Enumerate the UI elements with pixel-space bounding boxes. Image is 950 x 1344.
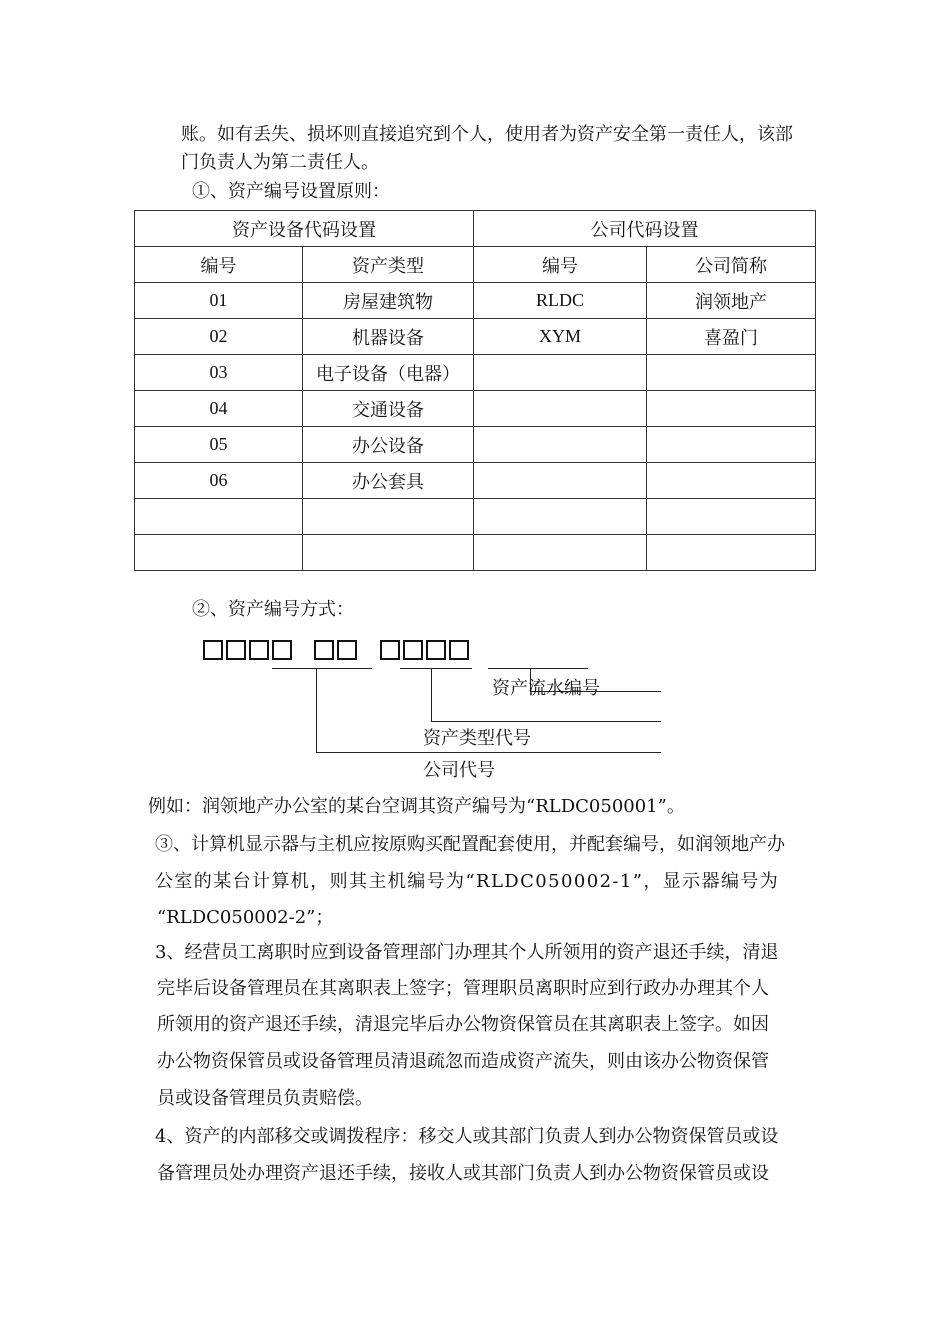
paragraph-line: ③、计算机显示器与主机应按原购买配置配套使用，并配套编号，如润领地产办 <box>155 834 785 855</box>
company-connector <box>316 752 661 753</box>
table-cell: 机器设备 <box>303 319 474 355</box>
table-header-row <box>135 247 816 283</box>
table-cell: 喜盈门 <box>647 319 816 355</box>
paragraph-line: “RLDC050002-2”； <box>157 907 334 928</box>
company-code-digit-box <box>249 640 269 660</box>
paragraph-line: 账。如有丢失、损坏则直接追究到个人，使用者为资产安全第一责任人，该部 <box>181 124 793 145</box>
asset-type-digit-box <box>314 640 334 660</box>
table-cell <box>474 391 647 427</box>
paragraph-line: 员或设备管理员负责赔偿。 <box>157 1088 373 1109</box>
table-cell <box>647 391 816 427</box>
section-heading: ②、资产编号方式： <box>192 599 354 620</box>
company-code-digit-box <box>226 640 246 660</box>
table-header: 公司简称 <box>647 247 816 283</box>
paragraph-line: 完毕后设备管理员在其离职表上签字；管理职员离职时应到行政办办理其个人 <box>157 978 769 999</box>
asset-code-table <box>134 210 816 571</box>
table-row <box>135 355 816 391</box>
table-cell: 04 <box>135 391 303 427</box>
diagram-underline <box>272 668 372 669</box>
table-cell <box>474 499 647 535</box>
type-connector <box>431 668 432 722</box>
table-cell <box>647 427 816 463</box>
example-text: 例如：润领地产办公室的某台空调其资产编号为“RLDC050001”。 <box>148 796 685 817</box>
serial-number-label: 资产流水编号 <box>492 678 600 699</box>
asset-type-digit-box <box>337 640 357 660</box>
paragraph-line: 备管理员处办理资产退还手续，接收人或其部门负责人到办公物资保管员或设 <box>157 1163 769 1184</box>
diagram-underline <box>400 668 472 669</box>
company-code-label: 公司代号 <box>423 760 495 781</box>
paragraph-line: 门负责人为第二责任人。 <box>181 152 379 173</box>
table-header: 编号 <box>135 247 303 283</box>
paragraph-line: 3、经营员工离职时应到设备管理部门办理其个人所领用的资产退还手续，清退 <box>155 942 779 963</box>
table-cell <box>647 355 816 391</box>
table-row <box>135 427 816 463</box>
table-row <box>135 283 816 319</box>
table-cell: 06 <box>135 463 303 499</box>
section-heading: ①、资产编号设置原则： <box>192 181 390 202</box>
paragraph-line: 办公物资保管员或设备管理员清退疏忽而造成资产流失，则由该办公物资保管 <box>157 1051 769 1072</box>
company-code-digit-box <box>272 640 292 660</box>
table-row <box>135 535 816 571</box>
table-cell <box>303 535 474 571</box>
table-cell <box>135 535 303 571</box>
table-cell: RLDC <box>474 283 647 319</box>
table-header: 资产类型 <box>303 247 474 283</box>
table-cell <box>647 535 816 571</box>
table-cell <box>474 427 647 463</box>
diagram-underline <box>488 668 588 669</box>
serial-digit-box <box>426 640 446 660</box>
table-cell <box>474 463 647 499</box>
table-header: 编号 <box>474 247 647 283</box>
table-group-header-row <box>135 211 816 247</box>
table-row <box>135 319 816 355</box>
table-cell: 交通设备 <box>303 391 474 427</box>
paragraph-line: 公室的某台计算机，则其主机编号为“RLDC050002-1”，显示器编号为 <box>155 871 780 892</box>
table-row <box>135 499 816 535</box>
company-connector <box>316 668 317 753</box>
paragraph-line: 4、资产的内部移交或调拨程序：移交人或其部门负责人到办公物资保管员或设 <box>155 1126 779 1147</box>
asset-type-label: 资产类型代号 <box>423 728 531 749</box>
table-cell: 02 <box>135 319 303 355</box>
table-row <box>135 391 816 427</box>
table-cell: 电子设备（电器） <box>303 355 474 391</box>
table-group-header: 公司代码设置 <box>474 211 816 247</box>
table-cell <box>474 355 647 391</box>
serial-digit-box <box>449 640 469 660</box>
table-cell <box>474 535 647 571</box>
paragraph-line: 所领用的资产退还手续，清退完毕后办公物资保管员在其离职表上签字。如因 <box>157 1014 769 1035</box>
table-cell: 润领地产 <box>647 283 816 319</box>
table-cell: 01 <box>135 283 303 319</box>
table-cell: 办公套具 <box>303 463 474 499</box>
company-code-digit-box <box>203 640 223 660</box>
serial-digit-box <box>380 640 400 660</box>
table-cell <box>647 463 816 499</box>
table-group-header: 资产设备代码设置 <box>135 211 474 247</box>
table-cell: 03 <box>135 355 303 391</box>
table-cell <box>303 499 474 535</box>
table-cell <box>135 499 303 535</box>
table-cell: 办公设备 <box>303 427 474 463</box>
table-cell: 房屋建筑物 <box>303 283 474 319</box>
table-row <box>135 463 816 499</box>
type-connector <box>431 721 661 722</box>
table-cell <box>647 499 816 535</box>
serial-digit-box <box>403 640 423 660</box>
table-cell: 05 <box>135 427 303 463</box>
table-cell: XYM <box>474 319 647 355</box>
